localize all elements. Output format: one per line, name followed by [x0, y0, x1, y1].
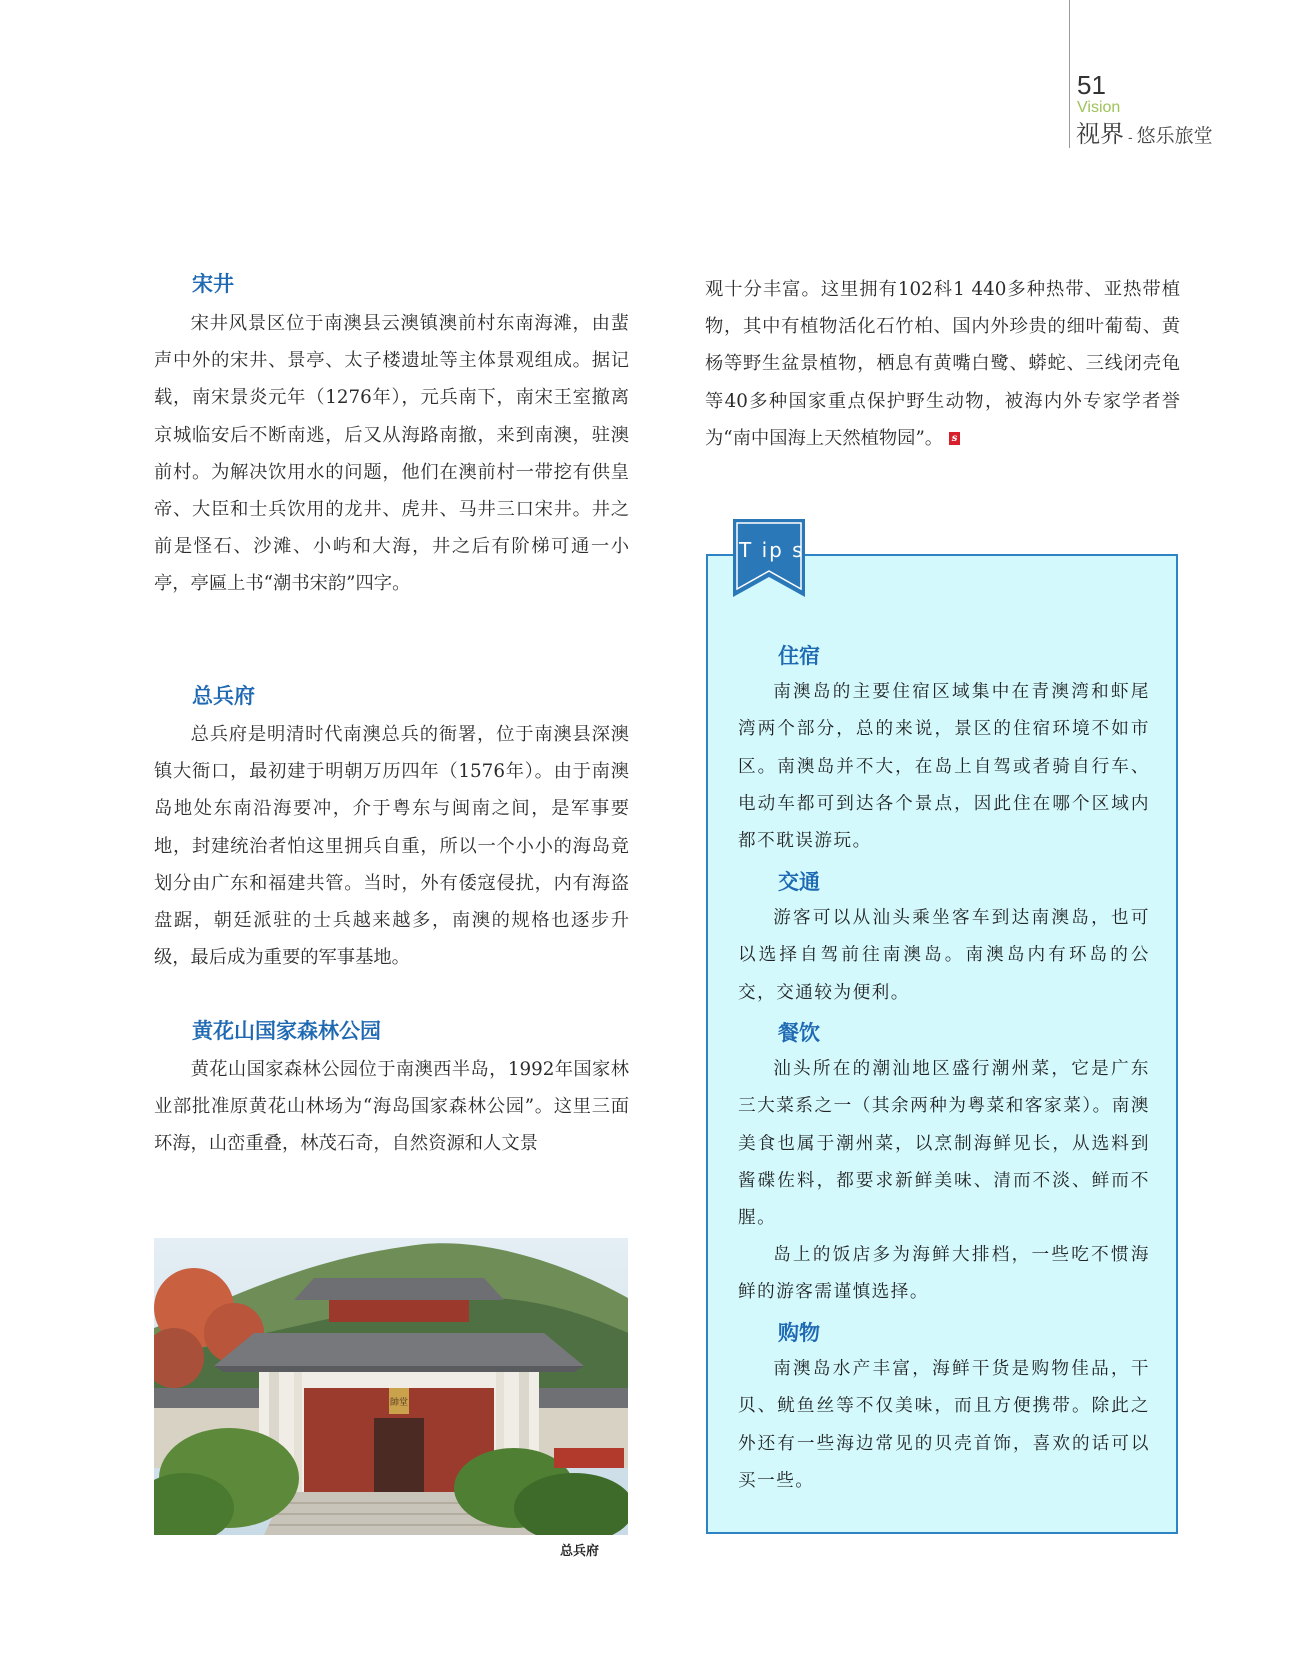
header-divider-line	[1069, 0, 1070, 148]
section-text-songjing: 宋井风景区位于南澳县云澳镇澳前村东南海滩，由蜚声中外的宋井、景亭、太子楼遗址等主体景观组成。据记载，南宋景炎元年（1276年），元兵南下，南宋王室撤离京城临安后不断南逃，后又从海路南撤，来到南澳，驻澳前村。为解决饮用水的问题，他们在澳前村一带挖有供皇帝、大臣和士兵饮用的龙井、虎井、马井三口宋井。井之前是怪石、沙滩、小屿和大海，井之后有阶梯可通一小亭，亭匾上书“潮书宋韵”四字。	[154, 313, 629, 595]
section-title-songjing: 宋井	[192, 272, 234, 296]
tip-text-shopping: 南澳岛水产丰富，海鲜干货是购物佳品，干贝、鱿鱼丝等不仅美味，而且方便携带。除此之外还有一些海边常见的贝壳首饰，喜欢的话可以买一些。	[738, 1359, 1150, 1491]
tip-title-transport: 交通	[778, 870, 820, 894]
vision-english-label: Vision	[1077, 99, 1121, 116]
tip-title-shopping: 购物	[778, 1321, 820, 1345]
page-number: 51	[1077, 70, 1106, 100]
section-title-zongbingfu: 总兵府	[192, 684, 255, 708]
section-header	[1076, 122, 1213, 148]
section-name: 悠乐旅堂	[1136, 126, 1213, 147]
tip-text-transport: 游客可以从汕头乘坐客车到达南澳岛，也可以选择自驾前往南澳岛。南澳岛内有环岛的公交，交通较为便利。	[738, 908, 1150, 1003]
plaque-text: 帥堂	[389, 1398, 409, 1408]
tip-text-dining: 汕头所在的潮汕地区盛行潮州菜，它是广东三大菜系之一（其余两种为粤菜和客家菜）。南澳美食也属于潮州菜，以烹制海鲜见长，从选料到酱碟佐料，都要求新鲜美味、清而不淡、鲜而不腥。	[738, 1059, 1150, 1229]
tips-label: T ip s	[739, 538, 805, 562]
continued-text: 观十分丰富。这里拥有102科1 440多种热带、亚热带植物，其中有植物活化石竹柏、国内外珍贵的细叶葡萄、黄杨等野生盆景植物，栖息有黄嘴白鹭、蟒蛇、三线闭壳龟等40多种国家重点保护野生动物，被海内外专家学者誉为“南中国海上天然植物园”。	[705, 279, 1180, 449]
section-text-zongbingfu: 总兵府是明清时代南澳总兵的衙署，位于南澳县深澳镇大衙口，最初建于明朝万历四年（1576年）。由于南澳岛地处东南沿海要冲，介于粤东与闽南之间，是军事要地，封建统治者怕这里拥兵自重，所以一个小小的海岛竟划分由广东和福建共管。当时，外有倭寇侵扰，内有海盗盘踞，朝廷派驻的士兵越来越多，南澳的规格也逐步升级，最后成为重要的军事基地。	[154, 724, 629, 969]
section-text-huanghuashan: 黄花山国家森林公园位于南澳西半岛，1992年国家林业部批准原黄花山林场为“海岛国家森林公园”。这里三面环海，山峦重叠，林茂石奇，自然资源和人文景	[154, 1059, 629, 1155]
zongbingfu-photo	[154, 1238, 628, 1535]
section-title-huanghuashan: 黄花山国家森林公园	[192, 1019, 381, 1043]
section-text-huanghuashan-continued	[705, 271, 1180, 457]
end-mark-icon: s	[949, 432, 960, 445]
vision-chinese-label: 视界	[1076, 121, 1124, 148]
tip-title-lodging: 住宿	[778, 644, 820, 668]
tip-title-dining: 餐饮	[778, 1021, 820, 1045]
photo-caption: 总兵府	[560, 1544, 600, 1559]
header-dash: -	[1128, 129, 1133, 145]
tip-text-dining-2: 岛上的饭店多为海鲜大排档，一些吃不惯海鲜的游客需谨慎选择。	[738, 1245, 1150, 1303]
tip-text-lodging: 南澳岛的主要住宿区域集中在青澳湾和虾尾湾两个部分，总的来说，景区的住宿环境不如市区。南澳岛并不大，在岛上自驾或者骑自行车、电动车都可到达各个景点，因此住在哪个区域内都不耽误游玩。	[738, 682, 1150, 852]
